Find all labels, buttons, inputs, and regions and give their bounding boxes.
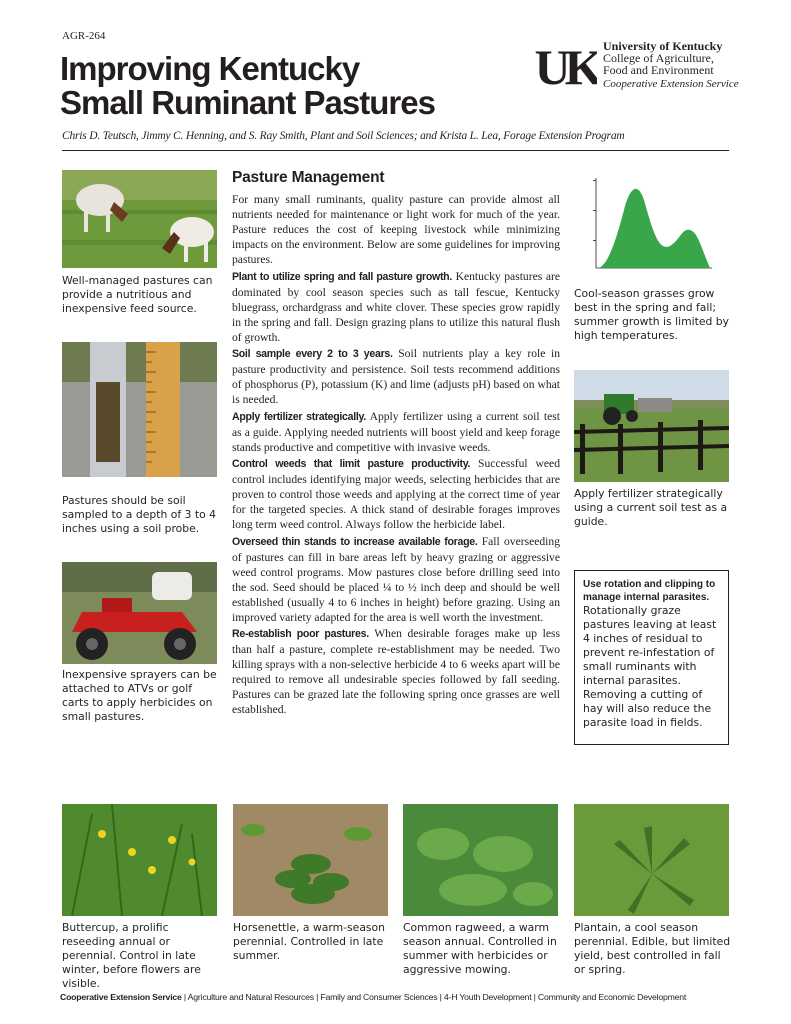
title-line-2: Small Ruminant Pastures — [60, 84, 435, 121]
college-name-1: College of Agriculture, — [603, 51, 714, 65]
sidebox-text: Rotationally graze pastures leaving at least 4 inches of residual to prevent re-infestation of small ruminants with internal parasites. Removing a cutting of hay will also reduce the parasite load in fields. — [583, 604, 717, 729]
soil-probe-photo — [62, 342, 217, 477]
photo-caption: Plantain, a cool season perennial. Edible, but limited yield, best controlled in fall or spring. — [574, 921, 731, 976]
guideline-text: Kentucky pastures are dominated by cool season species such as tall fescue, Kentucky bluegrass, orchardgrass and white clover. These species grow rapidly in the spring and fall. Design grazing plans to utilize this natural flush of growth. — [232, 269, 560, 344]
footer-programs: | Agriculture and Natural Resources | Family and Consumer Sciences | 4-H Youth Development | Community and Economic Development — [181, 992, 687, 1002]
photo-caption: Well-managed pastures can provide a nutritious and inexpensive feed source. — [62, 274, 213, 315]
horsenettle-photo — [233, 804, 388, 916]
guideline-text: Successful weed control includes identifying major weeds, selecting herbicides that are proven to control those weeds and applying at the correct time of year for the targeted species. A thick stand of desirable forages improves long term weed control. Always follow the herbicide label. — [232, 457, 560, 531]
uk-logo-icon — [535, 40, 597, 88]
chart-caption: Cool-season grasses grow best in the spring and fall; summer growth is limited by high temperatures. — [574, 287, 729, 342]
uk-logo-letters: UK — [535, 40, 597, 88]
photo-caption: Common ragweed, a warm season annual. Controlled in summer with herbicides or aggressive mowing. — [403, 921, 557, 976]
photo-caption: Pastures should be soil sampled to a depth of 3 to 4 inches using a soil probe. — [62, 494, 216, 535]
guideline-lead: Plant to utilize spring and fall pasture growth. — [232, 270, 452, 283]
guideline-lead: Soil sample every 2 to 3 years. — [232, 348, 393, 360]
institution-name: University of Kentucky — [603, 39, 723, 53]
guideline-lead: Overseed thin stands to increase available forage. — [232, 535, 478, 548]
institution-block — [603, 40, 739, 90]
page-title — [60, 52, 520, 120]
guideline-paragraph — [232, 626, 560, 717]
tractor-spreader-photo — [574, 370, 729, 482]
parasite-management-box — [574, 570, 729, 745]
guideline-text: When desirable forages make up less than half a pasture, complete re-establishment may be needed. Two killing sprays with a non-selective herbicide 4 to 6 weeks apart will be required to remove all undesirable species followed by fall seeding. Pastures can be grazed late the following spring once grasses are well established. — [232, 627, 561, 716]
guideline-lead: Apply fertilizer strategically. — [232, 410, 366, 423]
sidebox-title: Use rotation and clipping to manage internal parasites. — [583, 579, 716, 603]
guideline-paragraph — [232, 346, 560, 407]
pasture-management-section — [232, 168, 560, 719]
ragweed-photo — [403, 804, 558, 916]
footer-lead: Cooperative Extension Service — [60, 992, 182, 1002]
guideline-text: Soil nutrients play a key role in pasture productivity and persistence. Soil tests recommend additions of phosphorus (P), potassium (K) and lime (adjusts pH) based on what is needed. — [232, 347, 560, 406]
guideline-paragraph — [232, 534, 560, 625]
guideline-text: Apply fertilizer using a current soil test as a guide. Applying needed nutrients will boost yield and keep forage stands productive and competitive with invasive weeds. — [232, 409, 560, 454]
footer-bar — [60, 992, 732, 1002]
photo-caption: Horsenettle, a warm-season perennial. Controlled in late summer. — [233, 921, 386, 962]
guideline-paragraph — [232, 409, 560, 455]
photo-caption: Apply fertilizer strategically using a current soil test as a guide. — [574, 487, 728, 528]
buttercup-photo — [62, 804, 217, 916]
intro-paragraph: For many small ruminants, quality pasture can provide almost all nutrients needed for maintenance or light work for much of the year. Pasture reduces the cost of keeping livestock while minimizing impacts on the environment. Below are some guidelines for improving pastures. — [232, 193, 560, 266]
atv-sprayer-photo — [62, 562, 217, 664]
photo-caption: Buttercup, a prolific reseeding annual or perennial. Control in late winter, before flowers are visible. — [62, 921, 201, 990]
guideline-text: Fall overseeding of pastures can fill in bare areas left by heavy grazing or aggressive weed control programs. Mow pastures close before drilling seed into the sod. Seed should be placed ¼ to ½ inch deep and should be well established (usually 4 to 6 inches in height) before grazing. Using an improved variety adapted for the area is well worth the investment. — [232, 534, 560, 624]
guideline-paragraph — [232, 456, 560, 532]
guideline-paragraph — [232, 269, 560, 345]
authors-line: Chris D. Teutsch, Jimmy C. Henning, and S. Ray Smith, Plant and Soil Sciences; and Krista L. Lea, Forage Extension Program — [62, 130, 625, 142]
header-divider — [62, 150, 729, 151]
guideline-lead: Control weeds that limit pasture productivity. — [232, 458, 471, 470]
extension-service: Cooperative Extension Service — [603, 78, 739, 90]
publication-code: AGR-264 — [62, 30, 106, 42]
cool-season-growth-chart — [574, 170, 714, 272]
title-line-1: Improving Kentucky — [60, 50, 360, 87]
plantain-photo — [574, 804, 729, 916]
guideline-lead: Re-establish poor pastures. — [232, 628, 369, 640]
college-name-2: Food and Environment — [603, 63, 714, 77]
goats-grazing-photo — [62, 170, 217, 268]
photo-caption: Inexpensive sprayers can be attached to ATVs or golf carts to apply herbicides on small pastures. — [62, 668, 217, 723]
section-heading: Pasture Management — [232, 169, 385, 186]
